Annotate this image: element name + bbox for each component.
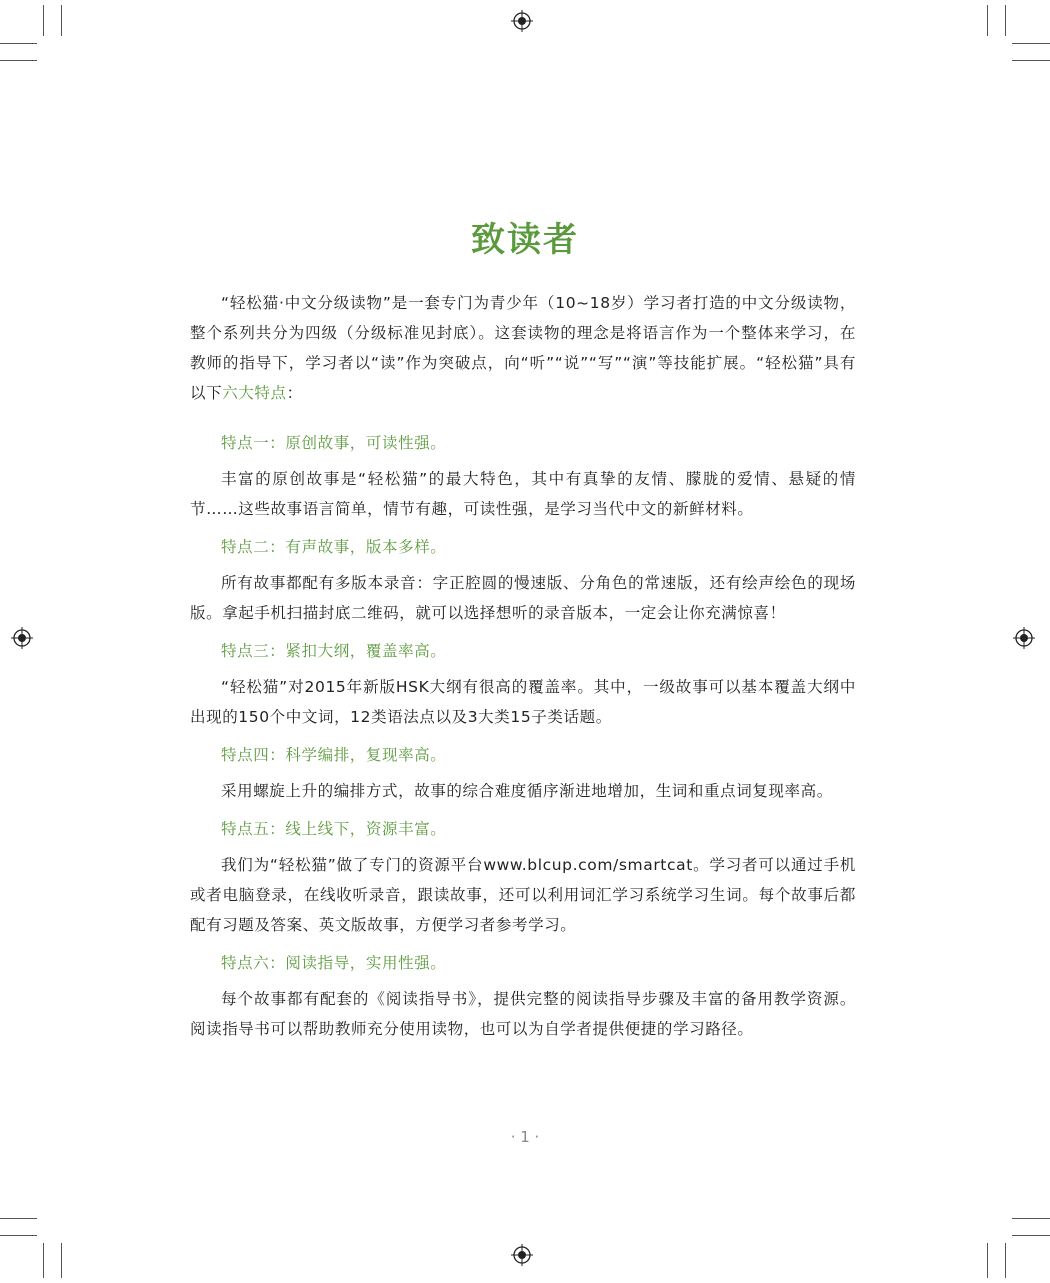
crop-mark bbox=[987, 1243, 988, 1278]
crop-mark bbox=[1005, 5, 1006, 36]
feature-body: 每个故事都有配套的《阅读指导书》，提供完整的阅读指导步骤及丰富的备用教学资源。阅读指导书可以帮助教师充分使用读物，也可以为自学者提供便捷的学习路径。 bbox=[190, 990, 856, 1038]
feature-heading: 特点六：阅读指导，实用性强。 bbox=[221, 954, 447, 972]
crop-mark bbox=[1012, 1235, 1050, 1236]
registration-mark-icon bbox=[511, 10, 533, 32]
feature-heading: 特点四：科学编排，复现率高。 bbox=[221, 746, 447, 764]
crop-mark bbox=[61, 1243, 62, 1278]
feature-body: 丰富的原创故事是“轻松猫”的最大特色，其中有真挚的友情、朦胧的爱情、悬疑的情节……这些故事语言简单，情节有趣，可读性强，是学习当代中文的新鲜材料。 bbox=[190, 470, 856, 518]
feature-body: 我们为“轻松猫”做了专门的资源平台www.blcup.com/smartcat。学习者可以通过手机或者电脑登录，在线收听录音，跟读故事，还可以利用词汇学习系统学习生词。每个故事后都配有习题及答案、英文版故事，方便学习者参考学习。 bbox=[190, 856, 856, 934]
feature-body: “轻松猫”对2015年新版HSK大纲有很高的覆盖率。其中，一级故事可以基本覆盖大纲中出现的150个中文词，12类语法点以及3大类15子类话题。 bbox=[190, 678, 856, 726]
feature-body: 所有故事都配有多版本录音：字正腔圆的慢速版、分角色的常速版，还有绘声绘色的现场版。拿起手机扫描封底二维码，就可以选择想听的录音版本，一定会让你充满惊喜！ bbox=[190, 574, 856, 622]
crop-mark bbox=[987, 5, 988, 36]
feature-heading: 特点一：原创故事，可读性强。 bbox=[221, 434, 447, 452]
crop-mark bbox=[1005, 1243, 1006, 1278]
crop-mark bbox=[0, 1235, 37, 1236]
intro-paragraph bbox=[190, 288, 856, 408]
letter-content bbox=[190, 288, 856, 1052]
crop-mark bbox=[0, 43, 37, 44]
crop-mark bbox=[1012, 60, 1050, 61]
crop-mark bbox=[0, 60, 37, 61]
registration-mark-icon bbox=[511, 1244, 533, 1266]
crop-mark bbox=[43, 5, 44, 36]
crop-mark bbox=[1012, 43, 1050, 44]
page-title: 致读者 bbox=[471, 220, 579, 260]
crop-mark bbox=[0, 1218, 37, 1219]
registration-mark-icon bbox=[11, 627, 33, 649]
registration-mark-icon bbox=[1013, 627, 1035, 649]
crop-mark bbox=[61, 5, 62, 36]
feature-body: 采用螺旋上升的编排方式，故事的综合难度循序渐进地增加，生词和重点词复现率高。 bbox=[221, 782, 833, 800]
feature-heading: 特点三：紧扣大纲，覆盖率高。 bbox=[221, 642, 447, 660]
crop-mark bbox=[43, 1243, 44, 1278]
intro-text: “轻松猫·中文分级读物”是一套专门为青少年（10~18岁）学习者打造的中文分级读物，整个系列共分为四级（分级标准见封底）。这套读物的理念是将语言作为一个整体来学习，在教师的指导下，学习者以“读”作为突破点，向“听”“说”“写”“演”等技能扩展。“轻松猫”具有以下 bbox=[190, 294, 856, 402]
page-number: · 1 · bbox=[510, 1128, 540, 1146]
feature-heading: 特点五：线上线下，资源丰富。 bbox=[221, 820, 447, 838]
intro-text-end: ： bbox=[286, 384, 303, 402]
crop-mark bbox=[1012, 1218, 1050, 1219]
intro-highlight: 六大特点 bbox=[222, 384, 287, 402]
feature-heading: 特点二：有声故事，版本多样。 bbox=[221, 538, 447, 556]
